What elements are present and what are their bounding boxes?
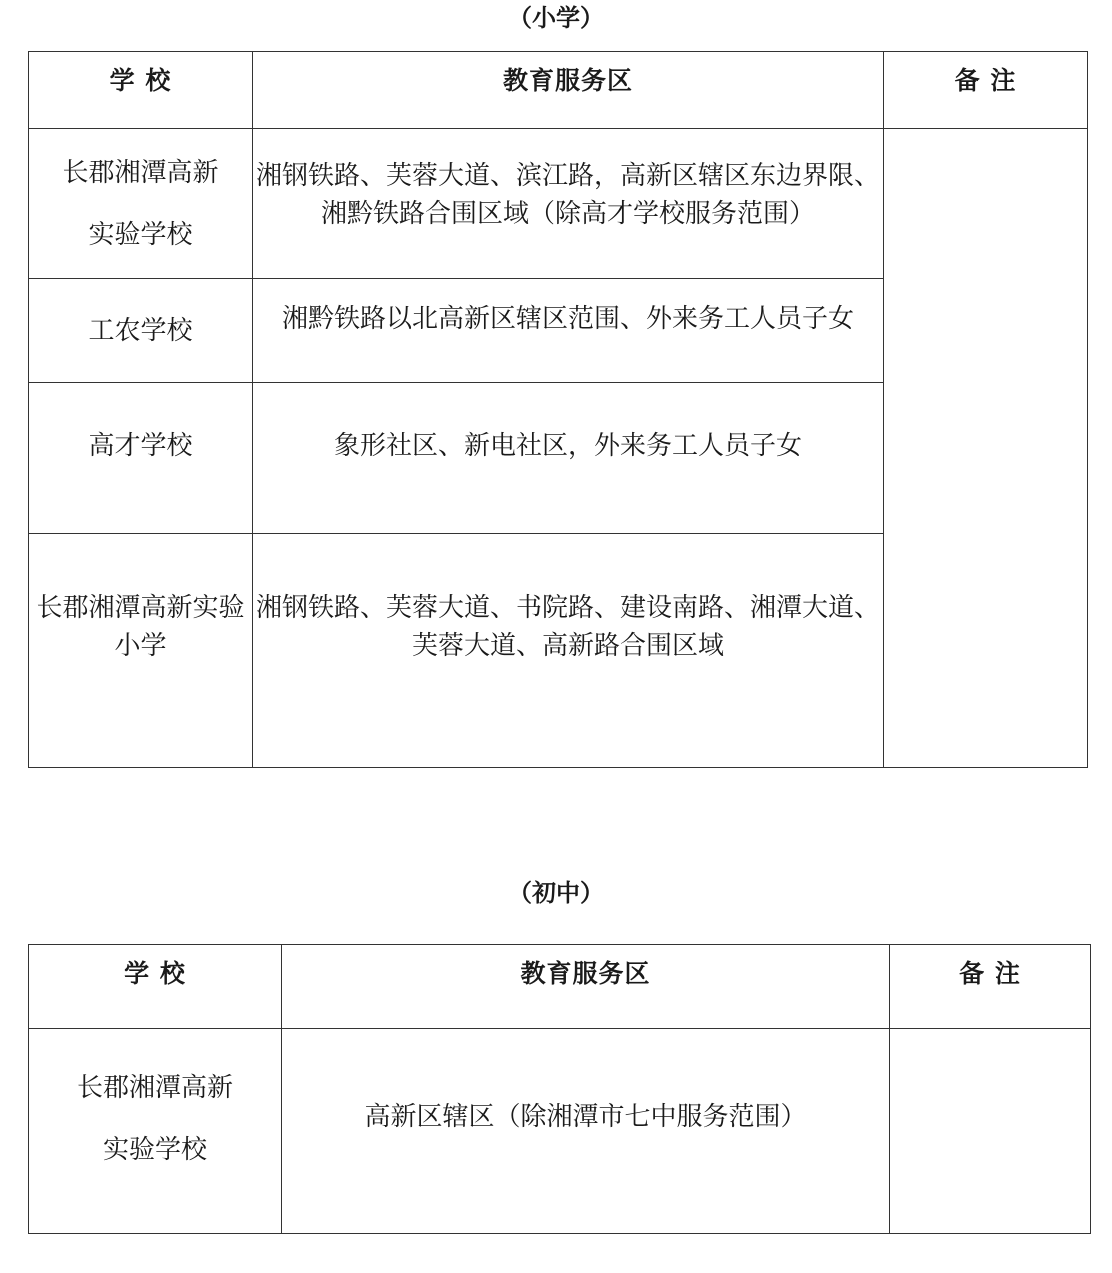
table-row [29, 129, 1088, 279]
primary-school-table [28, 51, 1088, 768]
service-area: 湘钢铁路、芙蓉大道、书院路、建设南路、湘潭大道、芙蓉大道、高新路合围区域 [253, 534, 884, 768]
table-header-row [29, 52, 1088, 129]
table-header-row [29, 945, 1091, 1029]
service-area: 湘黔铁路以北高新区辖区范围、外来务工人员子女 [253, 279, 884, 383]
middle-school-table [28, 944, 1091, 1234]
note-cell [890, 1029, 1091, 1234]
school-name: 工农学校 [29, 279, 253, 383]
header-area: 教育服务区 [282, 945, 890, 1029]
middle-caption: （初中） [508, 878, 604, 907]
school-name: 高才学校 [29, 383, 253, 534]
school-name: 长郡湘潭高新 实验学校 [29, 129, 253, 279]
header-note: 备 注 [890, 945, 1091, 1029]
table-row [29, 1029, 1091, 1234]
header-area: 教育服务区 [253, 52, 884, 129]
school-name: 长郡湘潭高新实验小学 [29, 534, 253, 768]
header-note: 备 注 [884, 52, 1088, 129]
school-name: 长郡湘潭高新 实验学校 [29, 1029, 282, 1234]
header-school: 学 校 [29, 52, 253, 129]
note-cell [884, 129, 1088, 768]
service-area: 高新区辖区（除湘潭市七中服务范围） [282, 1029, 890, 1234]
service-area: 湘钢铁路、芙蓉大道、滨江路，高新区辖区东边界限、湘黔铁路合围区域（除高才学校服务范围） [253, 129, 884, 279]
header-school: 学 校 [29, 945, 282, 1029]
service-area: 象形社区、新电社区，外来务工人员子女 [253, 383, 884, 534]
primary-caption: （小学） [508, 3, 604, 32]
